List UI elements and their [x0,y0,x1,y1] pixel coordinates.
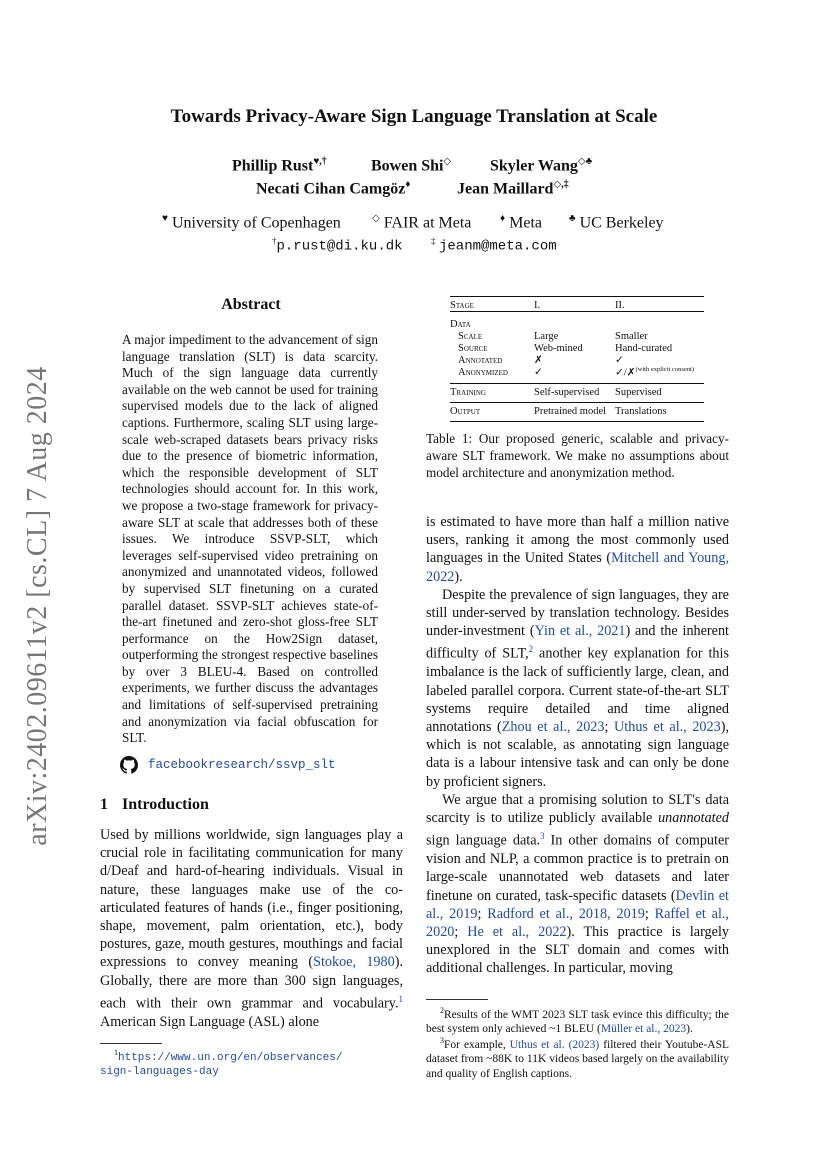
citation-devlin[interactable]: Devlin et al., 2019 [426,887,729,922]
table-header-row [450,297,704,312]
table-row-output: Output Pretrained model Translations [450,402,704,421]
footnote-1: $^1$https://www.un.org/en/observances/ sign-languages-day [100,1046,403,1080]
table-row-training: Training Self-supervised Supervised [450,383,704,402]
email-maillard[interactable]: ‡ jeanm@meta.com [431,236,557,255]
table-row-source: Source Web-mined Hand-curated [458,342,673,354]
citation-uthus[interactable]: Uthus et al., 2023 [614,718,721,735]
intro-paragraph-4: We argue that a promising solution to SLT's data scarcity is to utilize publicly available unannotated sign language data.$^3$ In other domains of computer vision and NLP, a common practice is to pretrain on large-scale unannotated web datasets and later finetune on curated, task-specific datasets (Devlin et al., 2019; Radford et al., 2018, 2019; Raffel et al., 2020; He et al., 2022). This practice is largely unexplored in the SLT domain and comes with additional challenges. In particular, moving [426,791,729,977]
affiliation-fair: ◇ FAIR at Meta [372,213,472,232]
intro-paragraph-3: Despite the prevalence of sign languages, they are still under-served by translation technology. Besides under-investment (Yin et al., 2021) and the inherent difficulty of SLT,$^2$ another key explanation for this imbalance is the lack of sufficiently large, clean, and labeled parallel corpora. Current state-of-the-art SLT systems require detailed and time aligned annotations (Zhou et al., 2023; Uthus et al., 2023), which is not scalable, as annotating sign language data is a labour intensive task and can only be done by proficient signers. [426,586,729,790]
citation-muller[interactable]: Müller et al., 2023 [600,1023,687,1036]
github-link-text[interactable]: facebookresearch/ssvp_slt [148,758,336,772]
table-row-annotated: Annotated ✗ ✓ [458,354,624,366]
citation-yin[interactable]: Yin et al., 2021 [534,623,626,640]
author-shi: Bowen Shi◇ [371,156,452,175]
footnote-rule-right [426,999,488,1000]
footnote-ref-3[interactable]: 3 [540,831,545,842]
footnote-3: $^3$For example, Uthus et al. (2023) filtered their Youtube-ASL dataset from ~88K to 11K videos based largely on the availability and quality of English captions. [426,1036,730,1080]
paper-title: Towards Privacy-Aware Sign Language Translation at Scale [170,106,658,127]
affiliation-meta: ♦ Meta [500,213,542,232]
intro-left-column [100,826,403,1031]
citation-raffel[interactable]: Raffel et al., 2020 [426,905,729,940]
footnote-rule-left [100,1043,162,1044]
footnote-2: $^2$Results of the WMT 2023 SLT task evince this difficulty; the best system only achieved ~1 BLEU (Müller et al., 2023). [426,1006,729,1036]
arxiv-stamp: arXiv:2402.09611v2 [cs.CL] 7 Aug 2024 [22,366,53,846]
citation-stokoe[interactable]: Stokoe, 1980 [313,954,395,971]
citation-radford[interactable]: Radford et al., 2018, 2019 [487,905,645,922]
affiliation-berkeley: ♣ UC Berkeley [569,213,664,232]
intro-paragraph-2: is estimated to have more than half a million native users, ranking it among the most commonly used languages in the United States (Mitchell and Young, 2022). [426,514,729,585]
table-1 [450,296,704,422]
footnote-ref-2[interactable]: 2 [528,644,534,655]
author-rust: Phillip Rust♥,† [232,156,327,175]
abstract-text: A major impediment to the advancement of sign language translation (SLT) is data scarcity. Much of the sign language data currently available on the web cannot be used for training supervised models due to the lack of aligned captions. Furthermore, scaling SLT using large-scale web-scraped datasets bears privacy risks due to the presence of biometric information, which the responsible development of SLT technologies should account for. In this work, we propose a two-stage framework for privacy-aware SLT at scale that addresses both of these issues. We introduce SSVP-SLT, which leverages self-supervised video pretraining on anonymized and unannotated videos, followed by supervised SLT finetuning on a curated parallel dataset. SSVP-SLT achieves state-of-the-art finetuned and zero-shot gloss-free SLT performance on the How2Sign dataset, outperforming the strongest respective baselines by over 3 BLEU-4. Based on controlled experiments, we further discuss the advantages and limitations of self-supervised pretraining and anonymization via facial obfuscation for SLT. [122,332,378,746]
abstract-heading: Abstract [221,296,281,313]
footnote-ref-1[interactable]: 1 [398,993,403,1004]
table-data-label: Data [450,318,471,330]
affiliation-copenhagen: ♥ University of Copenhagen [162,213,341,232]
intro-right-column [426,513,729,978]
table-row-scale: Scale Large Smaller [458,330,648,342]
footnote-1-url[interactable]: https://www.un.org/en/observances/ [118,1051,343,1064]
table-header-col2: II. [615,299,625,311]
citation-zhou[interactable]: Zhou et al., 2023 [501,718,605,735]
footnote-1-url-cont[interactable]: sign-languages-day [100,1066,219,1079]
author-wang: Skyler Wang◇♣ [490,156,593,175]
email-rust[interactable]: †p.rust@di.ku.dk [272,236,403,255]
github-link[interactable] [120,756,336,774]
section-heading-introduction: 1 Introduction [100,796,209,813]
github-icon [120,756,138,774]
table-1-caption: Table 1: Our proposed generic, scalable and privacy-aware SLT framework. We make no assumptions about model architecture and anonymization method. [426,431,729,480]
table-header-stage: Stage [450,299,474,311]
table-header-col1: I. [534,299,541,311]
author-camgoz: Necati Cihan Camgöz♦ [256,179,411,198]
citation-he[interactable]: He et al., 2022 [467,923,567,940]
table-row-anonymized: Anonymized ✓ ✓/✗$^{(with explicit consent)}$ [458,366,694,379]
citation-mitchell[interactable]: Mitchell and Young, 2022 [426,550,729,585]
intro-paragraph-1: Used by millions worldwide, sign languages play a crucial role in facilitating communication for many d/Deaf and hard-of-hearing individuals. Visual in nature, these languages make use of the co-articulated features of hands (i.e., finger positioning, shape, movement, palm orientation, etc.), body postures, gaze, mouth gestures, mouthings and facial expressions to convey meaning (Stokoe, 1980). Globally, there are more than 300 sign languages, each with their own grammar and vocabulary.$^1$ American Sign Language (ASL) alone [100,827,403,1030]
author-maillard: Jean Maillard◇,‡ [457,179,569,198]
citation-uthus-fn[interactable]: Uthus et al. (2023) [509,1038,600,1051]
